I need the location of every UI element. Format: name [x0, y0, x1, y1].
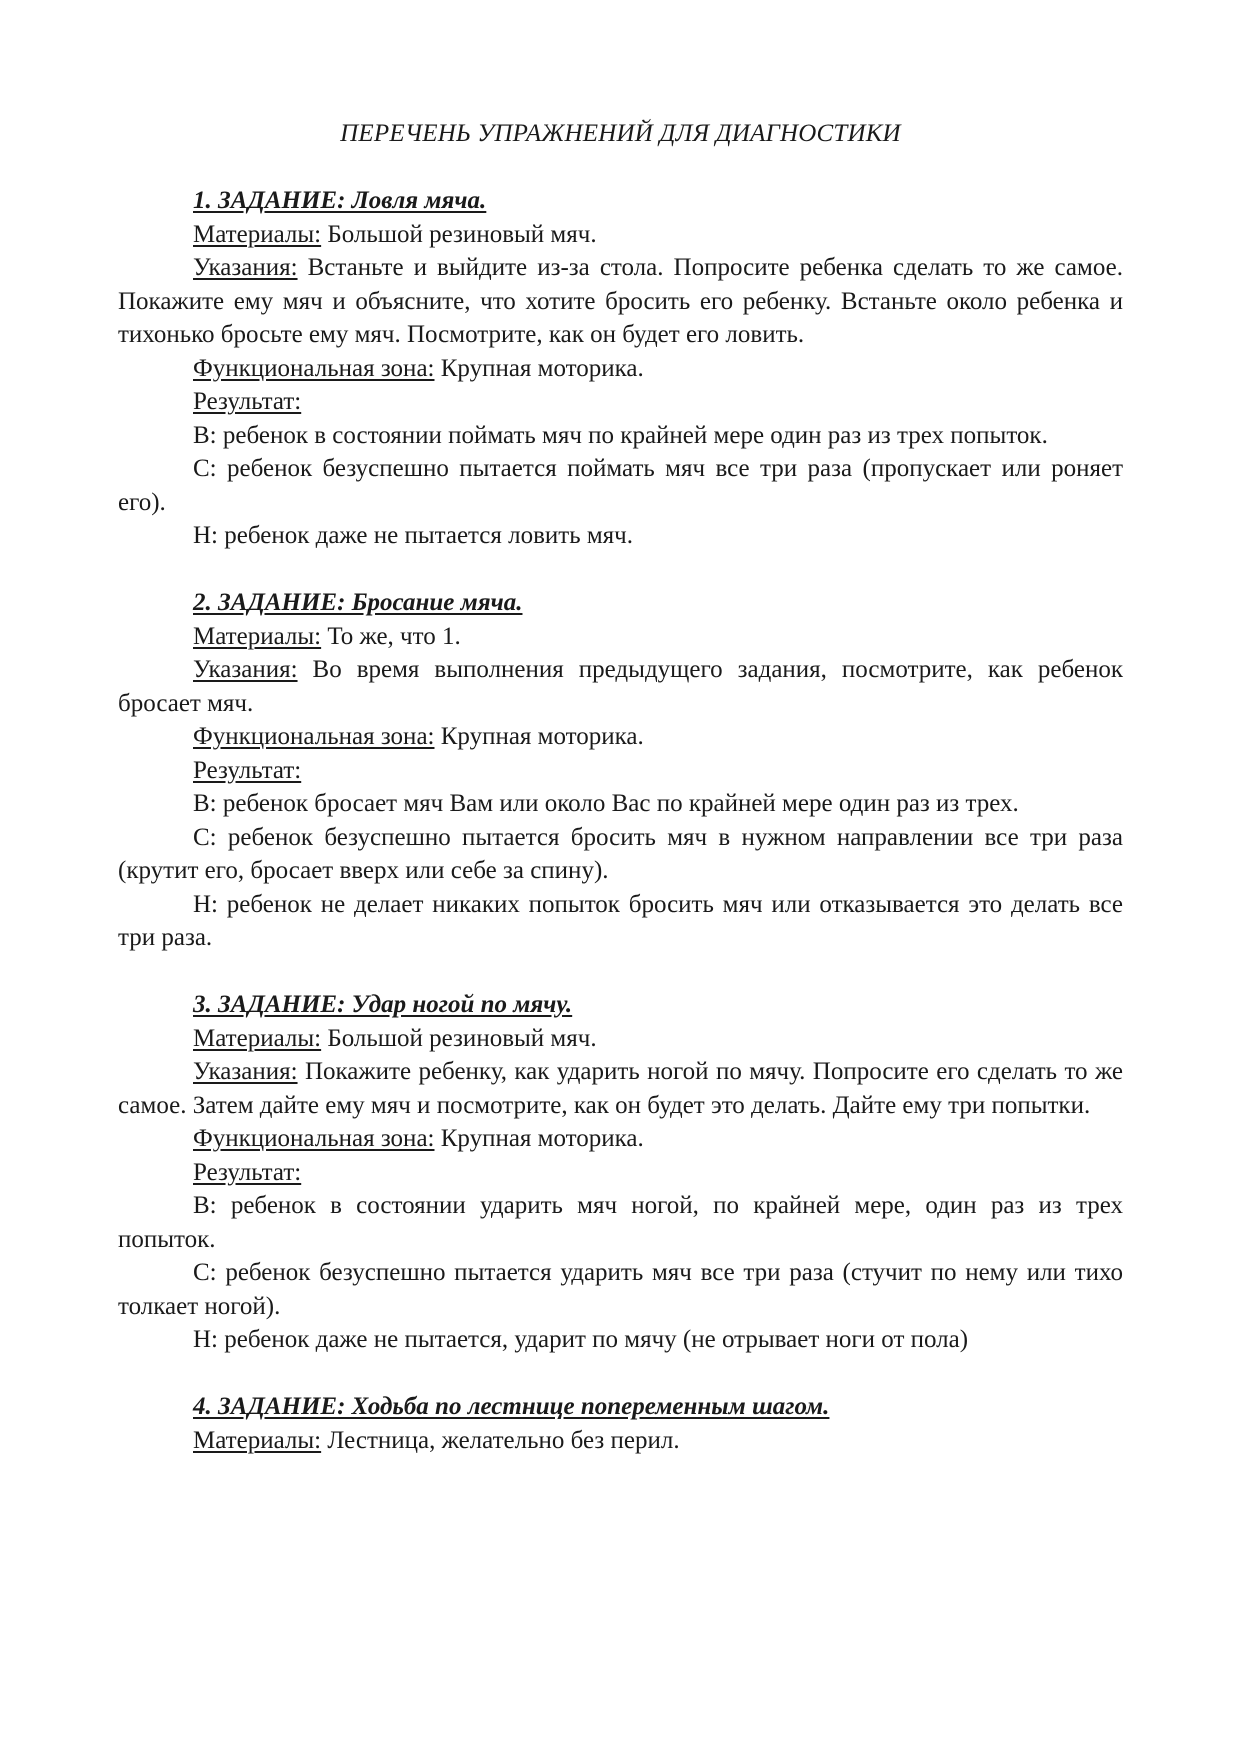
result-paragraph: [118, 1156, 1123, 1190]
zone-label: Функциональная зона:: [193, 723, 435, 750]
instructions-label: Указания:: [193, 1058, 298, 1085]
result-n: Н: ребенок даже не пытается ловить мяч.: [193, 522, 633, 549]
result-c: С: ребенок безуспешно пытается бросить мяч в нужном направлении все три раза (крутит его, бросает вверх или себе за спину).: [118, 823, 1123, 884]
result-b: В: ребенок бросает мяч Вам или около Вас по крайней мере один раз из трех.: [193, 790, 1019, 817]
task-heading: 2. ЗАДАНИЕ: Бросание мяча.: [193, 589, 523, 616]
task-heading: 4. ЗАДАНИЕ: Ходьба по лестнице попеременным шагом.: [193, 1393, 830, 1420]
instructions-value: Встаньте и выйдите из-за стола. Попросите ребенка сделать то же самое. Покажите ему мяч и объясните, что хотите бросить его ребенку. Встаньте около ребенка и тихонько бросьте ему мяч. Посмотрите, как он будет его ловить.: [118, 254, 1123, 348]
instructions-label: Указания:: [193, 254, 298, 281]
zone-value: Крупная моторика.: [434, 354, 644, 382]
instructions-paragraph: [118, 1055, 1123, 1122]
materials-label: Материалы:: [193, 622, 322, 650]
task-1: [118, 184, 1123, 553]
zone-paragraph: [118, 720, 1123, 754]
zone-paragraph: [118, 1122, 1123, 1156]
materials-value: Большой резиновый мяч.: [321, 1024, 597, 1052]
result-paragraph: [118, 754, 1123, 788]
materials-value: То же, что 1.: [321, 622, 461, 650]
materials-paragraph: [118, 620, 1123, 654]
materials-paragraph: [118, 1022, 1123, 1056]
materials-label: Материалы:: [193, 1426, 322, 1454]
result-label: Результат:: [193, 1158, 302, 1186]
zone-label: Функциональная зона:: [193, 354, 435, 382]
document-title: ПЕРЕЧЕНЬ УПРАЖНЕНИЙ ДЛЯ ДИАГНОСТИКИ: [340, 120, 901, 147]
zone-value: Крупная моторика.: [434, 1125, 644, 1152]
zone-paragraph: [118, 352, 1123, 386]
result-b: В: ребенок в состоянии поймать мяч по крайней мере один раз из трех попыток.: [193, 421, 1048, 449]
instructions-paragraph: [118, 251, 1123, 352]
task-4: [118, 1390, 1123, 1457]
result-b: В: ребенок в состоянии ударить мяч ногой, по крайней мере, один раз из трех попыток.: [118, 1192, 1123, 1253]
instructions-value: Во время выполнения предыдущего задания, посмотрите, как ребенок бросает мяч.: [118, 656, 1123, 717]
result-c: С: ребенок безуспешно пытается ударить мяч все три раза (стучит по нему или тихо толкает ногой).: [118, 1259, 1123, 1320]
result-label: Результат:: [193, 388, 302, 415]
result-paragraph: [118, 385, 1123, 419]
page-content: [118, 117, 1123, 1491]
materials-label: Материалы:: [193, 220, 322, 248]
materials-value: Лестница, желательно без перил.: [321, 1426, 680, 1454]
materials-value: Большой резиновый мяч.: [321, 220, 597, 248]
task-3: [118, 988, 1123, 1357]
materials-label: Материалы:: [193, 1024, 322, 1052]
task-heading: 3. ЗАДАНИЕ: Удар ногой по мячу.: [193, 991, 573, 1018]
instructions-value: Покажите ребенку, как ударить ногой по мячу. Попросите его сделать то же самое. Затем дайте ему мяч и посмотрите, как он будет это делать. Дайте ему три попытки.: [118, 1058, 1123, 1119]
instructions-label: Указания:: [193, 656, 298, 683]
materials-paragraph: [118, 218, 1123, 252]
result-label: Результат:: [193, 756, 302, 784]
task-heading: 1. ЗАДАНИЕ: Ловля мяча.: [193, 187, 487, 214]
instructions-paragraph: [118, 653, 1123, 720]
result-n: Н: ребенок не делает никаких попыток бросить мяч или отказывается это делать все три раза.: [118, 890, 1123, 951]
result-n: Н: ребенок даже не пытается, ударит по мячу (не отрывает ноги от пола): [193, 1326, 969, 1353]
task-2: [118, 586, 1123, 955]
result-c: С: ребенок безуспешно пытается поймать мяч все три раза (пропускает или роняет его).: [118, 455, 1123, 516]
zone-value: Крупная моторика.: [434, 723, 644, 750]
materials-paragraph: [118, 1424, 1123, 1458]
zone-label: Функциональная зона:: [193, 1125, 435, 1152]
